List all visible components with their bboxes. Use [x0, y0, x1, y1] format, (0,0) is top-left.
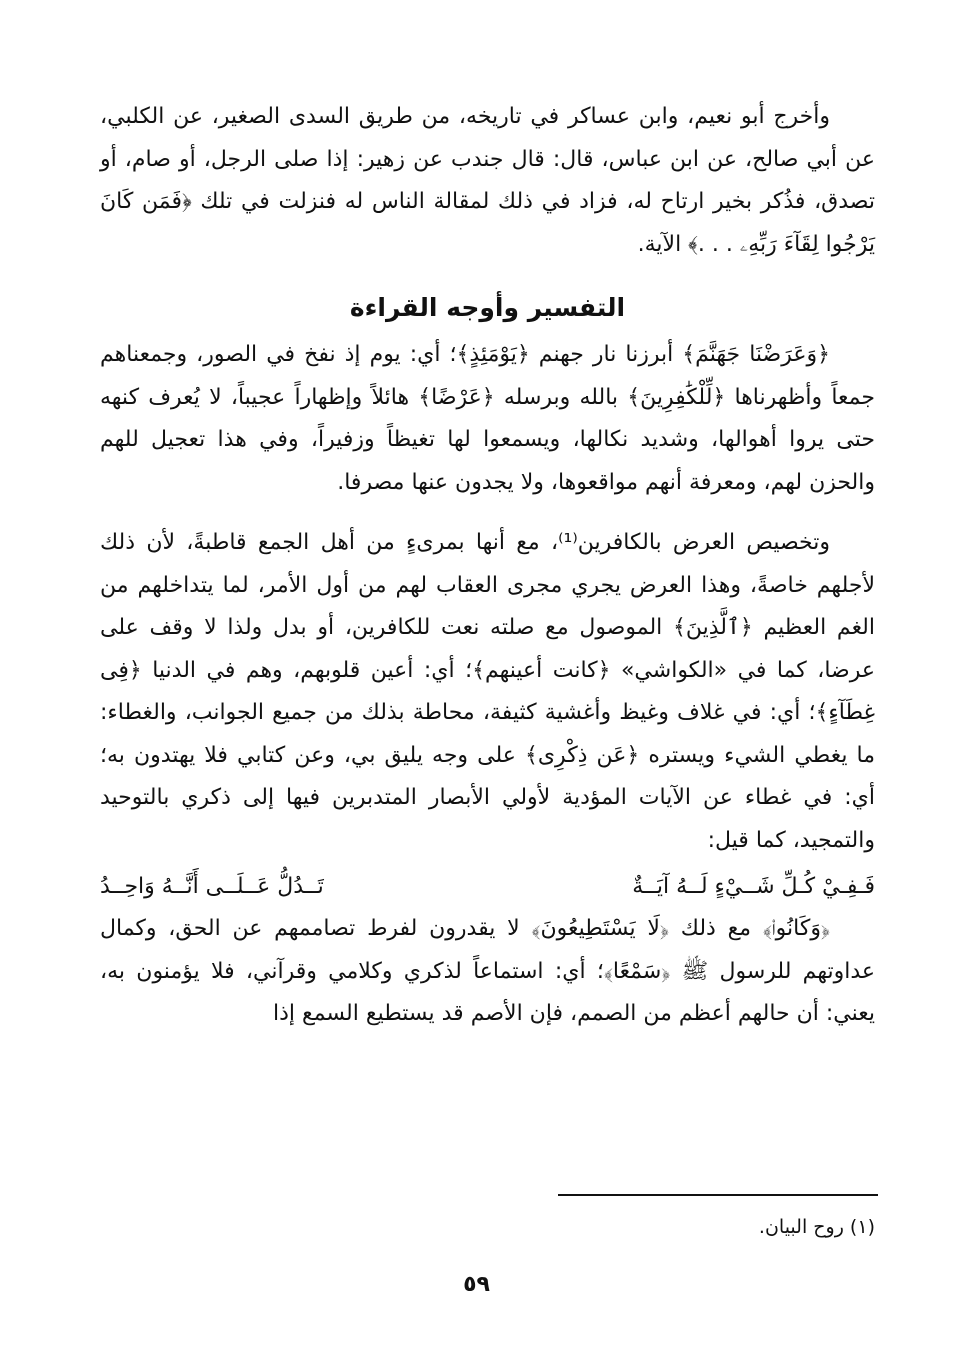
paragraph-tafsir-1: ﴿وَعَرَضْنَا جَهَنَّمَ﴾ أبرزنا نار جهنم ﴿يَوْمَئِذٍ﴾؛ أي: يوم إذ نفخ في الصور، وجمعناهم جمعاً وأظهرناها ﴿لِّلْكَٰفِرِينَ﴾ بالله وبرسله ﴿عَرْضًا﴾ هائلاً وإظهاراً عجيباً، لا يُعرف كنهه حتى يروا أهوالها، وشديد نكالها، ويسمعوا لها تغيظاً وزفيراً، وفي هذا تعجيل للهم والحزن لهم، ومعرفة أنهم مواقعوها، ولا يجدون عنها مصرفا. [100, 342, 875, 495]
page-number: ٥٩ [463, 1272, 490, 1297]
section-heading: التفسير وأوجه القراءة [349, 293, 626, 322]
verse-second-hemistich: تَــدُلُّ عَــلَــى أَنَّــهُ وَاحِــدُ [100, 874, 324, 899]
paragraph-gap [100, 504, 875, 522]
footnote: (١) روح البيان. [758, 1216, 875, 1238]
verse-first-hemistich: فَـفِـيْ كُـلِّ شَــيْءٍ لَــهُ آيَــةٌ [632, 874, 875, 899]
paragraph-intro: وأخرج أبو نعيم، وابن عساكر في تاريخه، من طريق السدى الصغير، عن الكلبي، عن أبي صالح، عن ابن عباس، قال: قال جندب عن زهير: إذا صلى الرجل، أو صام، أو تصدق، فذُكر بخير ارتاح له، فزاد في ذلك لمقالة الناس له فنزلت في تلك ﴿فَمَن كَانَ يَرْجُوا لِقَآءَ رَبِّهِۦ . . .﴾ الآية. [100, 104, 875, 257]
paragraph-tafsir-3: ﴿وَكَانُوا۟﴾ مع ذلك ﴿لَا يَسْتَطِيعُونَ﴾ لا يقدرون لفرط تصاممهم عن الحق، وكمال عداوتهم للرسول ﷺ ﴿سَمْعًا﴾؛ أي: استماعاً لذكري وكلامي وقرآني، فلا يؤمنون به، يعني: أن حالهم أعظم من الصمم، فإن الأصم قد يستطيع السمع إذا [100, 916, 875, 1026]
footnote-divider [558, 1194, 878, 1196]
page-body [100, 96, 875, 1036]
paragraph-tafsir-2: وتخصيص العرض بالكافرين⁽¹⁾، مع أنها بمرىءٍ من أهل الجمع قاطبةً، لأن ذلك لأجلهم خاصةً، وهذا العرض يجري مجرى العقاب لهم من أول الأمر، لما يتداخلهم من الغم العظيم ﴿ٱلَّذِينَ﴾ الموصول مع صلته نعت للكافرين، أو بدل ولذا لا وقف على عرضا، كما في «الكواشي» ﴿كانت أعينهم﴾؛ أي: أعين قلوبهم، وهم في الدنيا ﴿فِى غِطَآءٍ﴾؛ أي: في غلاف وغيظ وأغشية كثيفة، محاطة بذلك من جميع الجوانب، والغطاء: ما يغطي الشيء ويستره ﴿عَن ذِكْرِى﴾ على وجه يليق بي، وعن كتابي فلا يهتدون به؛ أي: في غطاء عن الآيات المؤدية لأولي الأبصار المتدبرين فيها إلى ذكري بالتوحيد والتمجيد، كما قيل: [100, 530, 875, 853]
poetry-verse [100, 866, 875, 908]
